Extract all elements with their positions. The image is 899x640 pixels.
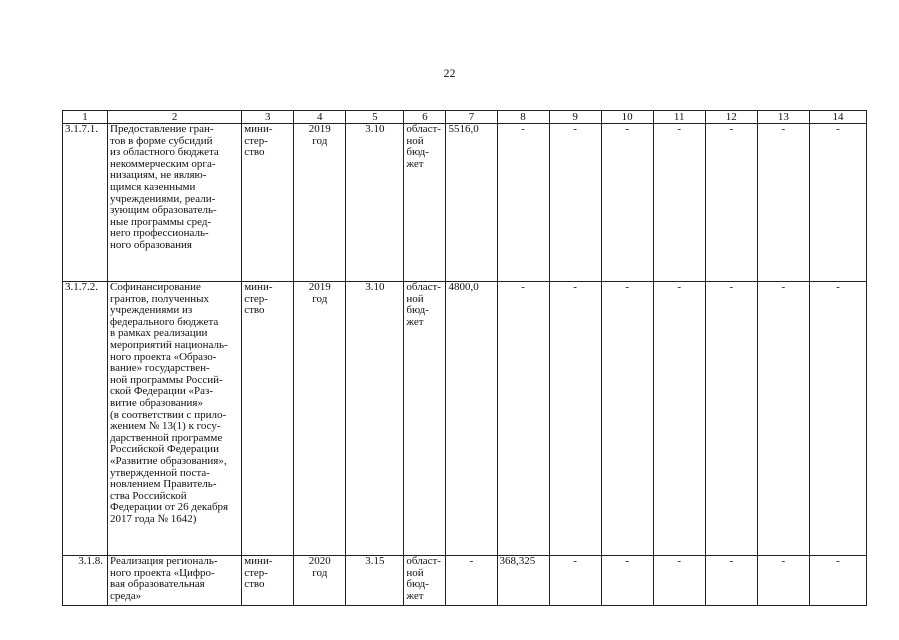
row-value: - <box>757 124 809 282</box>
row-source: област- ной бюд- жет <box>404 124 446 282</box>
header-cell: 9 <box>549 111 601 124</box>
row-code: 3.10 <box>346 282 404 556</box>
row-year: 2019 год <box>294 124 346 282</box>
row-value: 4800,0 <box>446 282 497 556</box>
row-executor: мини- стер- ство <box>242 556 294 606</box>
row-value: - <box>757 556 809 606</box>
header-cell: 7 <box>446 111 497 124</box>
table-row <box>63 282 867 556</box>
row-value: - <box>705 282 757 556</box>
header-cell: 11 <box>653 111 705 124</box>
row-value: - <box>653 556 705 606</box>
row-value: - <box>601 282 653 556</box>
header-cell: 1 <box>63 111 108 124</box>
row-code: 3.10 <box>346 124 404 282</box>
row-value: - <box>549 282 601 556</box>
row-value: 368,325 <box>497 556 549 606</box>
header-cell: 13 <box>757 111 809 124</box>
row-value: - <box>497 282 549 556</box>
row-value: - <box>705 124 757 282</box>
header-row <box>63 111 867 124</box>
header-cell: 8 <box>497 111 549 124</box>
row-year: 2020 год <box>294 556 346 606</box>
row-name: Предоставление гран- тов в форме субсидий из областного бюджета некоммерческим орга- низациям, не являю- щимся казенными учреждениями, реали- зующим образователь- ные программы сред- него профессиональ- ного образования <box>108 124 242 282</box>
row-value: - <box>809 556 866 606</box>
header-cell: 10 <box>601 111 653 124</box>
header-cell: 4 <box>294 111 346 124</box>
row-name: Реализация региональ- ного проекта «Цифро- вая образовательная среда» <box>108 556 242 606</box>
row-source: област- ной бюд- жет <box>404 556 446 606</box>
row-value: - <box>705 556 757 606</box>
header-cell: 6 <box>404 111 446 124</box>
table-row <box>63 556 867 606</box>
row-value: - <box>549 124 601 282</box>
table-row <box>63 124 867 282</box>
row-number: 3.1.7.2. <box>63 282 108 556</box>
page-number: 22 <box>443 66 456 80</box>
row-value: - <box>549 556 601 606</box>
row-value: - <box>601 124 653 282</box>
row-executor: мини- стер- ство <box>242 282 294 556</box>
row-value: - <box>809 282 866 556</box>
header-cell: 12 <box>705 111 757 124</box>
row-value: - <box>446 556 497 606</box>
row-source: област- ной бюд- жет <box>404 282 446 556</box>
header-cell: 5 <box>346 111 404 124</box>
row-number: 3.1.8. <box>63 556 108 606</box>
row-code: 3.15 <box>346 556 404 606</box>
row-executor: мини- стер- ство <box>242 124 294 282</box>
header-cell: 2 <box>108 111 242 124</box>
row-year: 2019 год <box>294 282 346 556</box>
header-cell: 3 <box>242 111 294 124</box>
row-name: Софинансирование грантов, полученных учреждениями из федерального бюджета в рамках реализации мероприятий националь- ного проекта «Образо- вание» государствен- ной программы Россий- ской Федерации «Раз- витие образования» (в соответствии с прило- жением № 13(1) к госу- дарственной программе Российской Федерации «Развитие образования», утвержденной поста- новлением Правитель- ства Российской Федерации от 26 декабря 2017 года № 1642) <box>108 282 242 556</box>
row-value: - <box>757 282 809 556</box>
program-table <box>62 110 867 606</box>
row-number: 3.1.7.1. <box>63 124 108 282</box>
row-value: - <box>653 124 705 282</box>
row-value: - <box>497 124 549 282</box>
row-value: - <box>809 124 866 282</box>
row-value: - <box>653 282 705 556</box>
header-cell: 14 <box>809 111 866 124</box>
row-value: - <box>601 556 653 606</box>
row-value: 5516,0 <box>446 124 497 282</box>
